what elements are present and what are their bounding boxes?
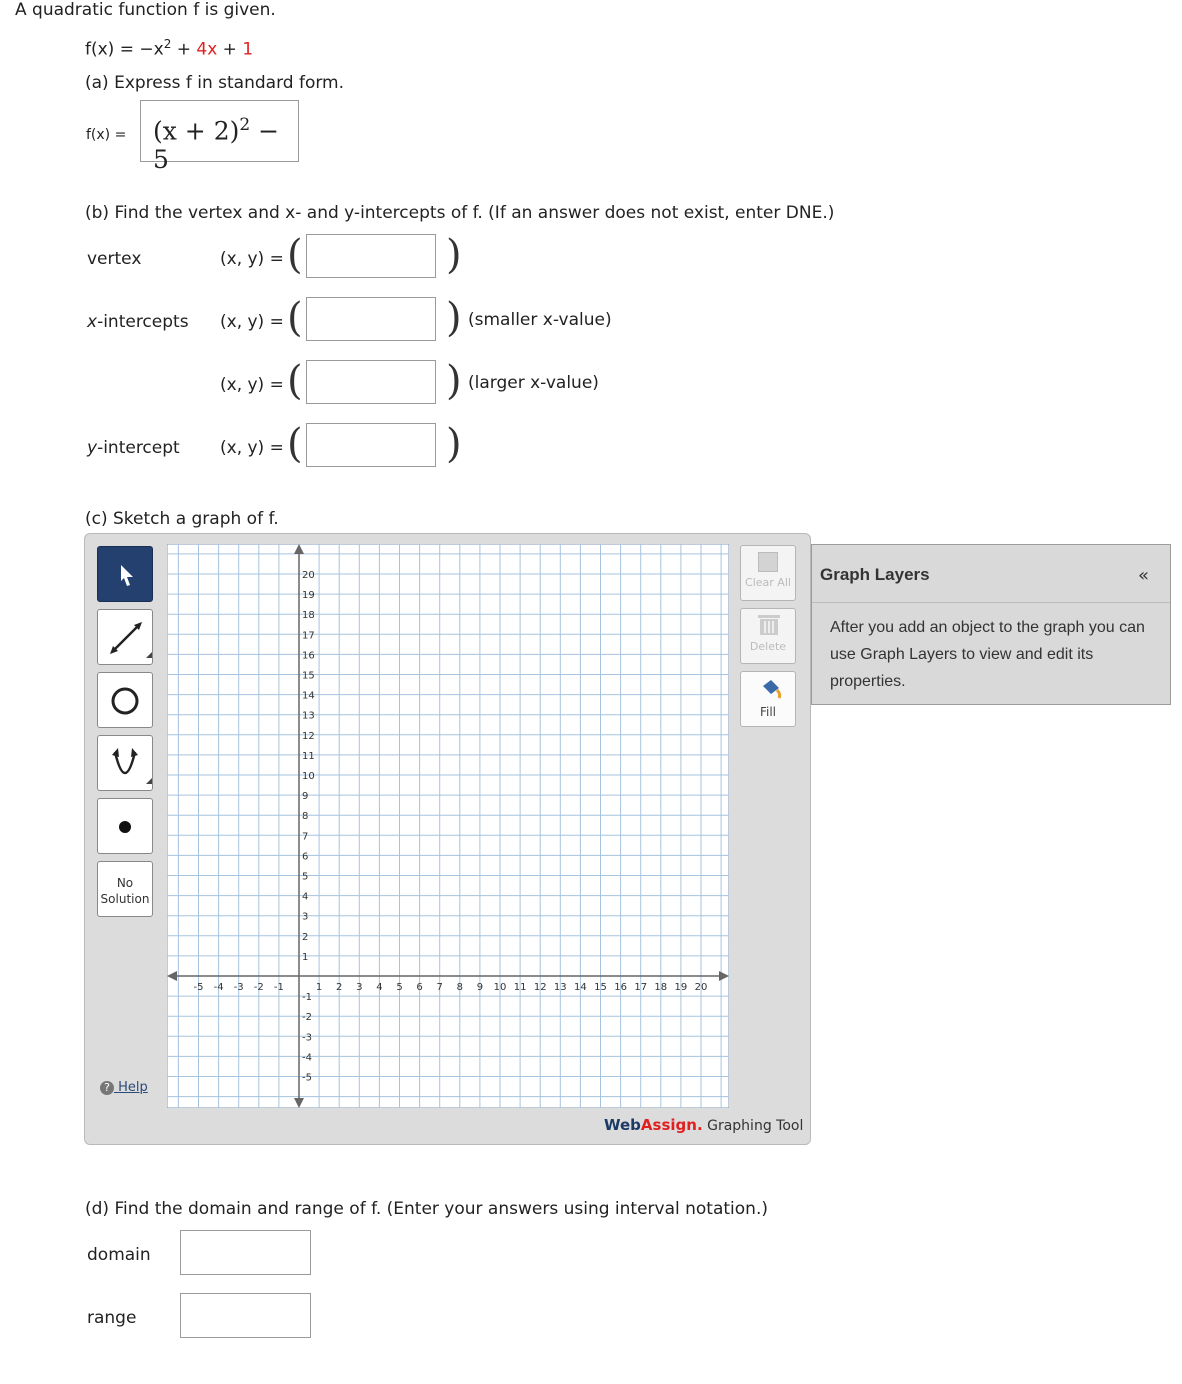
y-tick-label: 3	[302, 911, 309, 923]
x-intercept-smaller-input[interactable]	[306, 297, 436, 341]
no-solution-line2: Solution	[100, 892, 150, 906]
yint-open-paren: (	[287, 421, 303, 467]
x-tick-label: 6	[416, 982, 423, 993]
y-tick-label: 1	[302, 951, 309, 963]
xint2-close-paren: )	[446, 358, 462, 404]
function-definition	[85, 37, 253, 60]
x-tick-label: -1	[273, 982, 284, 993]
brand-assign: Assign.	[640, 1116, 703, 1134]
y-tick-label: 13	[302, 710, 315, 722]
x-tick-label: 18	[654, 982, 668, 993]
y-tick-label: 14	[302, 690, 315, 702]
y-tick-label: 19	[302, 590, 315, 602]
vertex-label: vertex	[87, 249, 142, 269]
brand-tool: Graphing Tool	[702, 1118, 804, 1134]
y-tick-label: 8	[302, 811, 309, 823]
x-tick-label: 20	[694, 982, 708, 993]
line-tool-button[interactable]	[97, 609, 153, 665]
x-tick-label: 4	[376, 982, 383, 993]
help-link[interactable]	[100, 1080, 148, 1095]
x-tick-label: 16	[614, 982, 627, 993]
y-tick-label: 6	[302, 851, 309, 863]
brand-web: Web	[604, 1116, 641, 1134]
point-icon	[98, 799, 154, 855]
y-tick-label: 16	[302, 650, 315, 662]
function-coef-c: 1	[242, 39, 254, 60]
fill-bucket-icon	[741, 672, 797, 702]
x-tick-label: 14	[574, 982, 587, 993]
graph-background	[167, 544, 729, 1108]
function-exponent: 2	[163, 37, 172, 51]
part-a-label: f(x) =	[86, 127, 127, 143]
y-tick-label: 18	[302, 610, 315, 622]
y-tick-label: 9	[302, 791, 309, 803]
xint1-open-paren: (	[287, 295, 303, 341]
y-tick-label: 17	[302, 630, 315, 642]
problem-intro: A quadratic function f is given.	[15, 0, 276, 20]
range-label: range	[87, 1308, 137, 1328]
y-tick-label: 15	[302, 670, 315, 682]
answer-exponent: 2	[239, 115, 251, 135]
x-tick-label: -2	[253, 982, 264, 993]
no-solution-button[interactable]	[97, 861, 153, 917]
x-tick-label: 1	[315, 982, 323, 993]
x-tick-label: -5	[193, 982, 204, 993]
pointer-tool-button[interactable]	[97, 546, 153, 602]
y-tick-label: 7	[302, 831, 309, 843]
delete-button[interactable]	[740, 608, 796, 664]
y-tick-label: -2	[302, 1012, 312, 1024]
y-tick-label: 10	[302, 771, 315, 782]
circle-icon	[98, 673, 154, 729]
x-tick-label: 3	[356, 982, 363, 993]
function-plus-2: +	[217, 39, 243, 60]
layers-title: Graph Layers	[820, 565, 930, 584]
y-tick-label: -3	[302, 1032, 312, 1044]
xint1-xy-label: (x, y) =	[220, 312, 284, 332]
part-a-prompt: (a) Express f in standard form.	[85, 73, 345, 93]
graph-layers-panel	[811, 544, 1171, 705]
graph-canvas[interactable]	[167, 544, 729, 1108]
vertex-xy-label: (x, y) =	[220, 249, 284, 269]
vertex-input[interactable]	[306, 234, 436, 278]
x-tick-label: 17	[634, 982, 648, 993]
yint-close-paren: )	[446, 421, 462, 467]
standard-form-answer[interactable]	[140, 100, 299, 175]
y-tick-label: 20	[302, 570, 315, 581]
range-input[interactable]	[180, 1293, 311, 1338]
circle-tool-button[interactable]	[97, 672, 153, 728]
part-d-prompt: (d) Find the domain and range of f. (Enter your answers using interval notation.)	[85, 1199, 768, 1219]
graphing-tool	[84, 533, 811, 1145]
function-lhs: f(x) =	[85, 39, 140, 60]
x-tick-label: 13	[553, 982, 567, 993]
vertex-open-paren: (	[287, 232, 303, 278]
x-intercepts-label: x-intercepts	[87, 312, 189, 332]
x-tick-label: 8	[456, 982, 463, 993]
line-icon	[98, 610, 154, 666]
trash-icon	[741, 609, 797, 637]
x-tick-label: 9	[476, 982, 484, 993]
pointer-icon	[98, 547, 154, 603]
fill-button[interactable]	[740, 671, 796, 727]
smaller-x-note: (smaller x-value)	[468, 310, 612, 330]
domain-label: domain	[87, 1245, 151, 1265]
x-tick-label: 10	[493, 982, 507, 993]
answer-tail: − 5	[153, 116, 280, 175]
clear-all-icon	[758, 552, 778, 572]
no-solution-line1: No	[116, 876, 134, 890]
x-tick-label: 5	[396, 982, 403, 993]
y-tick-label: 12	[302, 730, 315, 742]
x-tick-label: 19	[674, 982, 688, 993]
x-tick-label: 15	[594, 982, 607, 993]
part-b-prompt: (b) Find the vertex and x- and y-intercepts of f. (If an answer does not exist, enter DNE.)	[85, 203, 835, 223]
webassign-brand	[604, 1116, 803, 1134]
y-tick-label: 5	[302, 871, 309, 883]
y-tick-label: 11	[302, 750, 315, 762]
x-tick-label: -3	[233, 982, 244, 993]
parabola-tool-button[interactable]	[97, 735, 153, 791]
domain-input[interactable]	[180, 1230, 311, 1275]
xint1-close-paren: )	[446, 295, 462, 341]
x-tick-label: 7	[436, 982, 443, 993]
part-c-prompt: (c) Sketch a graph of f.	[85, 509, 279, 529]
larger-x-note: (larger x-value)	[468, 373, 599, 393]
clear-all-label: Clear All	[745, 576, 791, 589]
function-term-x2: −x	[139, 39, 164, 60]
point-tool-button[interactable]	[97, 798, 153, 854]
y-tick-label: -5	[302, 1072, 312, 1084]
xint2-xy-label: (x, y) =	[220, 375, 284, 395]
y-intercept-input[interactable]	[306, 423, 436, 467]
fill-label: Fill	[759, 705, 777, 719]
answer-base: (x + 2)	[153, 116, 240, 146]
help-icon: ?	[100, 1081, 114, 1095]
clear-all-button[interactable]	[740, 545, 796, 601]
parabola-icon	[98, 736, 154, 792]
y-tick-label: -1	[302, 992, 312, 1004]
x-tick-label: 2	[336, 982, 343, 993]
y-tick-label: 2	[302, 931, 309, 943]
vertex-close-paren: )	[446, 232, 462, 278]
y-tick-label: 4	[302, 891, 309, 903]
x-tick-label: 12	[533, 982, 547, 993]
y-tick-label: -4	[302, 1052, 312, 1064]
function-plus: +	[171, 39, 197, 60]
layers-collapse-button[interactable]: «	[1138, 565, 1150, 586]
yint-xy-label: (x, y) =	[220, 438, 284, 458]
help-label: Help	[118, 1080, 148, 1095]
x-intercept-larger-input[interactable]	[306, 360, 436, 404]
delete-label: Delete	[749, 640, 787, 653]
x-tick-label: -4	[213, 982, 224, 993]
x-tick-label: 11	[513, 982, 527, 993]
y-intercept-label: y-intercept	[87, 438, 180, 458]
layers-help-text: After you add an object to the graph you can use Graph Layers to view and edit its properties.	[830, 619, 1145, 690]
function-coef-b: 4x	[196, 39, 218, 60]
xint2-open-paren: (	[287, 358, 303, 404]
